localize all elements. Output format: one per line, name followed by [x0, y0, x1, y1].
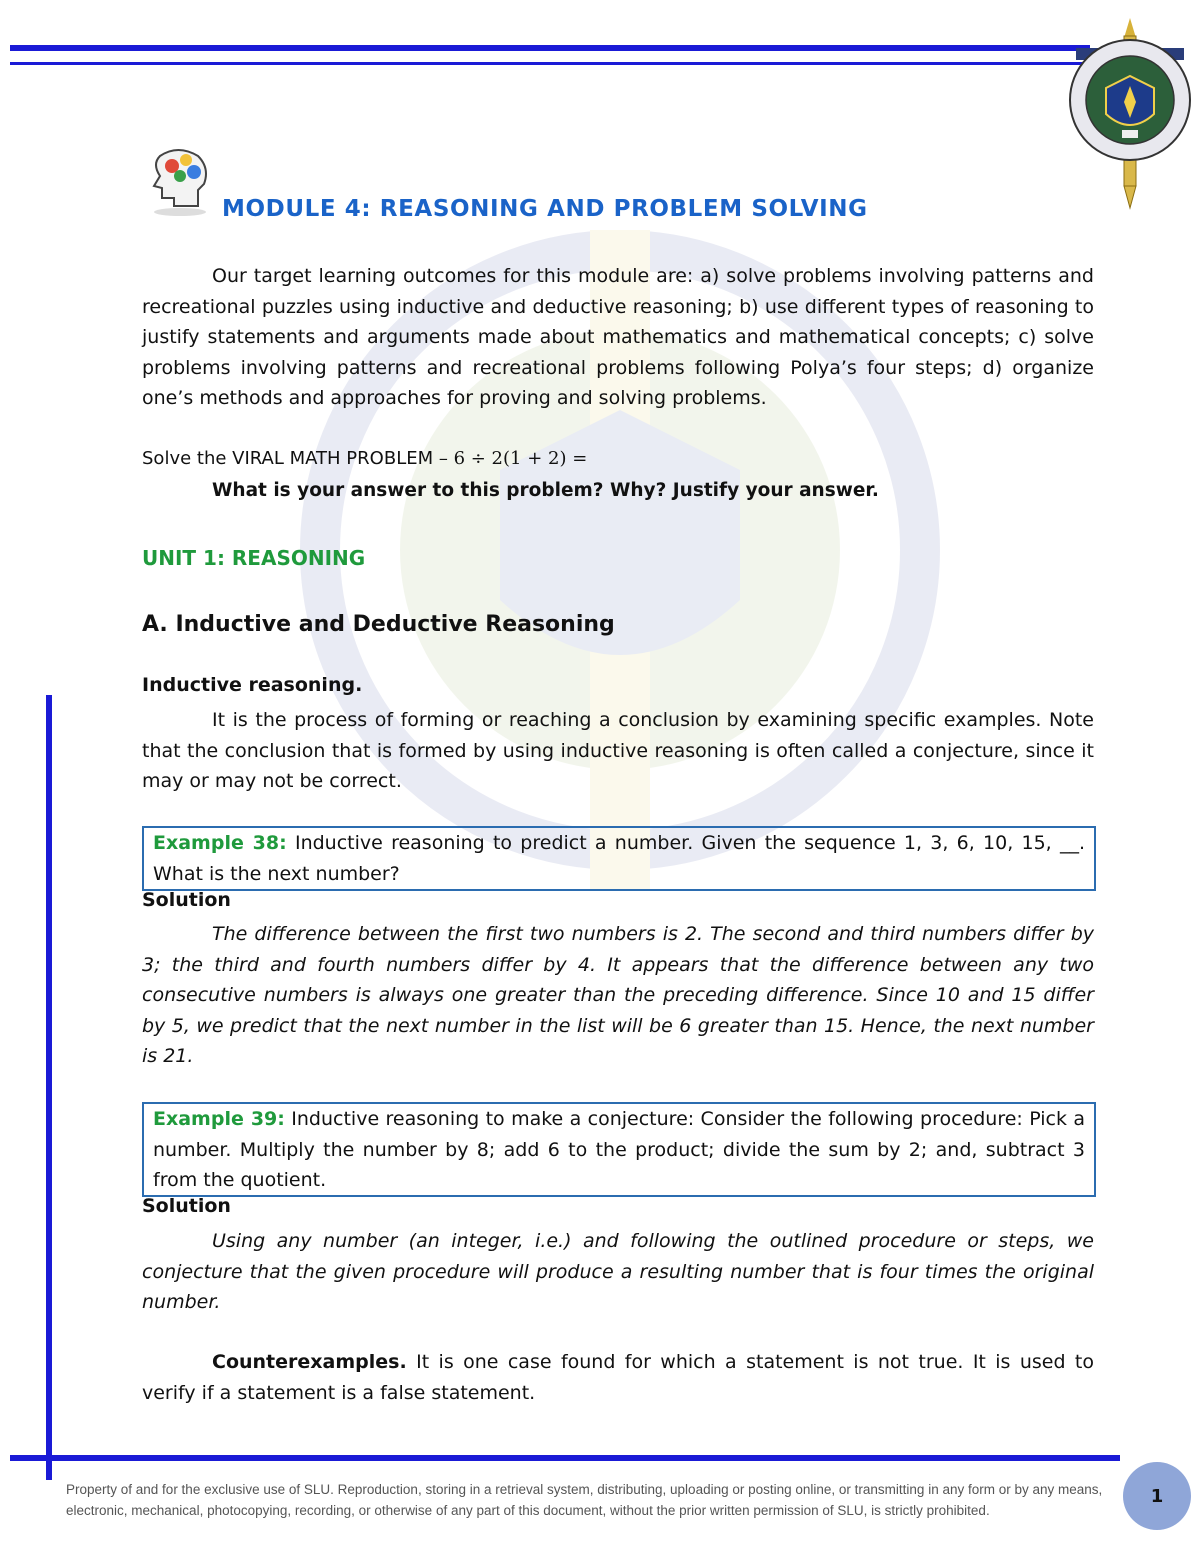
- section-title: A. Inductive and Deductive Reasoning: [142, 612, 615, 637]
- counterexamples-text: It is one case found for which a statement is not true. It is used to verify if a statement is a false statement.: [142, 1351, 1095, 1404]
- footer-rule: [10, 1455, 1120, 1461]
- inductive-definition: It is the process of forming or reaching a conclusion by examining specific examples. Note that the conclusion that is formed by using inductive reasoning is often called a conjecture, since it may or may not be correct.: [142, 709, 1094, 792]
- viral-problem-question: What is your answer to this problem? Why? Justify your answer.: [212, 480, 879, 501]
- example-38-solution-label: Solution: [142, 889, 231, 911]
- viral-problem-expression: – 6 ÷ 2(1 + 2) =: [438, 448, 588, 469]
- viral-problem-prefix: Solve the VIRAL MATH PROBLEM: [142, 448, 434, 469]
- inductive-heading: Inductive reasoning.: [142, 674, 363, 696]
- example-39-solution: Using any number (an integer, i.e.) and following the outlined procedure or steps, we conjecture that the given procedure will produce a resulting number that is four times the original number.: [142, 1230, 1094, 1313]
- copyright-footer: Property of and for the exclusive use of SLU. Reproduction, storing in a retrieval system, distributing, uploading or posting online, or transmitting in any form or by any means, electronic, mechanical, photocopying, recording, or otherwise of any part of this document, without the prior written permission of SLU, is strictly prohibited.: [66, 1482, 1103, 1518]
- brain-gears-icon: [144, 146, 214, 218]
- viral-problem-line: [142, 444, 1094, 475]
- module-title: MODULE 4: REASONING AND PROBLEM SOLVING: [222, 196, 868, 222]
- example-39-text: Inductive reasoning to make a conjecture: Consider the following procedure: Pick a number. Multiply the number by 8; add 6 to the product; divide the sum by 2; and, subtract 3 from the quotient.: [153, 1108, 1086, 1191]
- example-39-box: [142, 1102, 1096, 1197]
- example-38-text: Inductive reasoning to predict a number. Given the sequence 1, 3, 6, 10, 15, __. What is the next number?: [153, 832, 1086, 885]
- university-seal-logo: [1066, 18, 1194, 210]
- intro-paragraph: Our target learning outcomes for this module are: a) solve problems involving patterns and recreational puzzles using inductive and deductive reasoning; b) use different types of reasoning to justify statements and arguments made about mathematics and mathematical concepts; c) solve problems involving patterns and recreational problems following Polya’s four steps; d) organize one’s methods and approaches for proving and solving problems.: [142, 265, 1094, 409]
- example-38-label: Example 38:: [153, 832, 287, 854]
- example-39-solution-label: Solution: [142, 1195, 231, 1217]
- example-39-label: Example 39:: [153, 1108, 285, 1130]
- header-rule-top: [10, 45, 1090, 51]
- counterexamples-term: Counterexamples.: [212, 1351, 407, 1373]
- example-38-box: [142, 826, 1096, 891]
- page-number: 1: [1123, 1462, 1191, 1530]
- example-38-solution: The difference between the first two numbers is 2. The second and third numbers differ by 3; the third and fourth numbers differ by 4. It appears that the difference between any two consecutive numbers is always one greater than the preceding difference. Since 10 and 15 differ by 5, we predict that the next number in the list will be 6 greater than 15. Hence, the next number is 21.: [142, 923, 1094, 1067]
- left-margin-rule: [46, 695, 52, 1480]
- header-rule-bottom: [10, 62, 1090, 65]
- counterexamples-paragraph: [142, 1347, 1094, 1408]
- unit-title: UNIT 1: REASONING: [142, 546, 366, 570]
